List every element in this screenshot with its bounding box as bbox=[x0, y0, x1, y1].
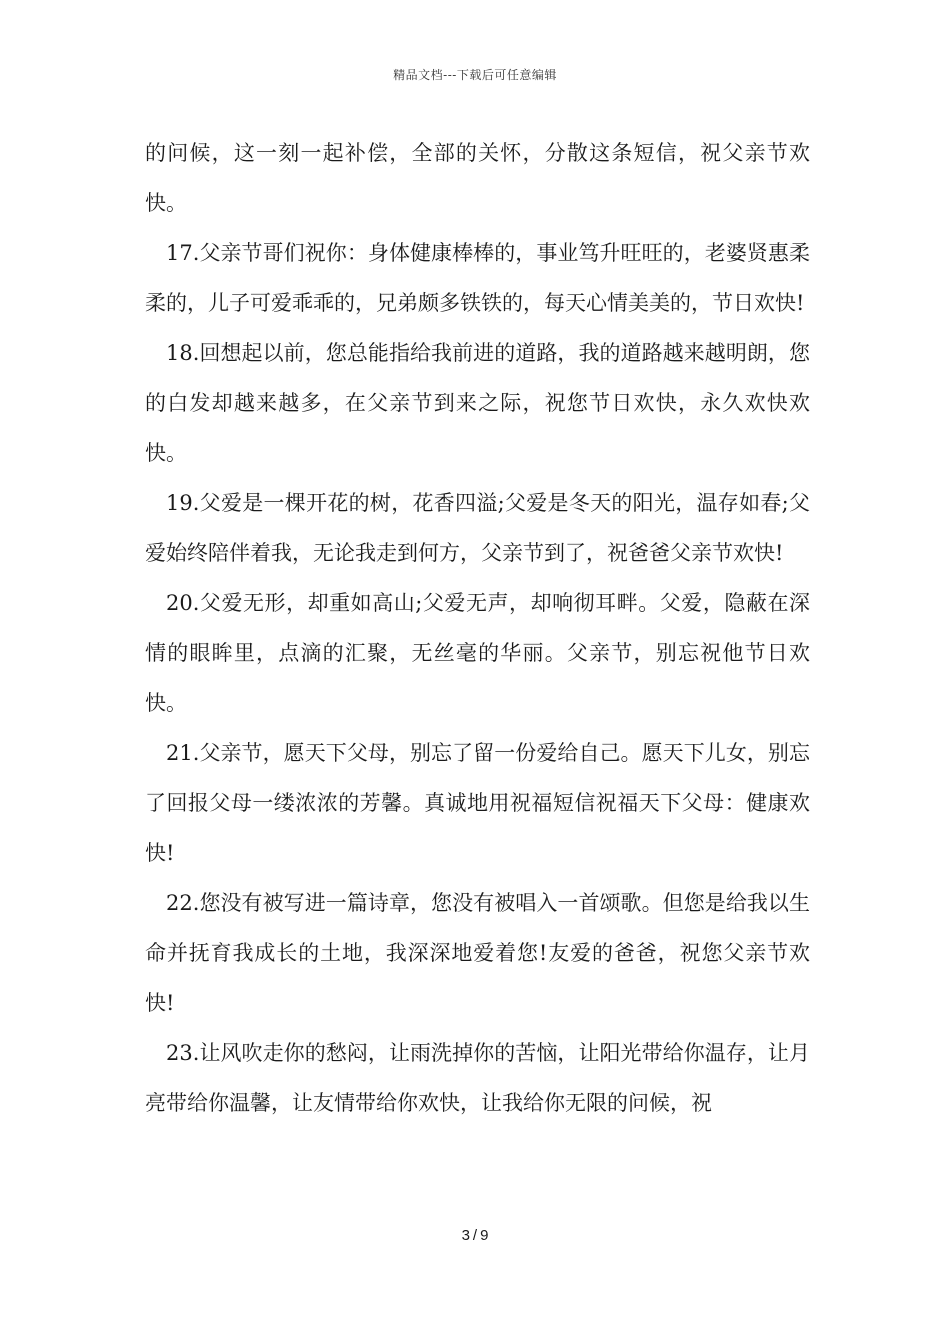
total-pages-number: 9 bbox=[480, 1227, 489, 1244]
paragraph-continuation: 的问候，这一刻一起补偿，全部的关怀，分散这条短信，祝父亲节欢快。 bbox=[145, 141, 810, 215]
list-item-20: 20.父爱无形，却重如高山;父爱无声，却响彻耳畔。父爱，隐蔽在深情的眼眸里，点滴的汇聚，无丝毫的华丽。父亲节，别忘祝他节日欢快。 bbox=[145, 591, 810, 715]
list-item-23: 23.让风吹走你的愁闷，让雨洗掉你的苦恼，让阳光带给你温存，让月亮带给你温馨，让友情带给你欢快，让我给你无限的问候，祝 bbox=[145, 1041, 810, 1115]
page-separator: / bbox=[472, 1227, 478, 1244]
document-body bbox=[145, 128, 810, 1128]
current-page-number: 3 bbox=[461, 1227, 470, 1244]
page-header: 精品文档---下载后可任意编辑 bbox=[393, 68, 557, 82]
list-item-19: 19.父爱是一棵开花的树，花香四溢;父爱是冬天的阳光，温存如春;父爱始终陪伴着我，无论我走到何方，父亲节到了，祝爸爸父亲节欢快! bbox=[145, 491, 810, 565]
list-item-22: 22.您没有被写进一篇诗章，您没有被唱入一首颂歌。但您是给我以生命并抚育我成长的土地，我深深地爱着您!友爱的爸爸，祝您父亲节欢快! bbox=[145, 891, 810, 1015]
list-item-18: 18.回想起以前，您总能指给我前进的道路，我的道路越来越明朗，您的白发却越来越多，在父亲节到来之际，祝您节日欢快，永久欢快欢快。 bbox=[145, 341, 810, 465]
list-item-21: 21.父亲节，愿天下父母，别忘了留一份爱给自己。愿天下儿女，别忘了回报父母一缕浓浓的芳馨。真诚地用祝福短信祝福天下父母：健康欢快! bbox=[145, 741, 810, 865]
list-item-17: 17.父亲节哥们祝你：身体健康棒棒的，事业笃升旺旺的，老婆贤惠柔柔的，儿子可爱乖乖的，兄弟颇多铁铁的，每天心情美美的，节日欢快! bbox=[145, 241, 810, 315]
page-number bbox=[0, 1227, 950, 1244]
